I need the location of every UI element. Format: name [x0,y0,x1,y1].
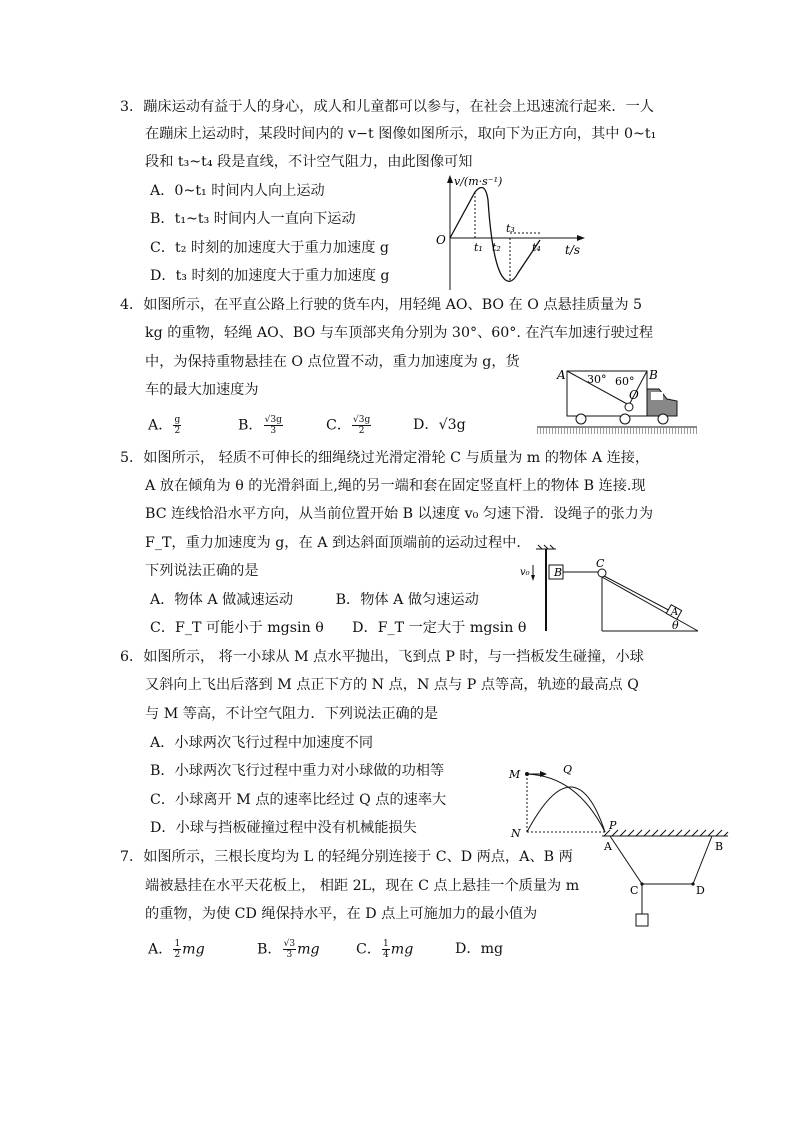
q3-t1: t₁ [474,241,483,254]
q3-t3: t₃ [506,222,515,235]
q5-options-ab: A．物体 A 做减速运动 B．物体 A 做匀速运动 [150,592,479,608]
q7-rope-figure [600,828,730,930]
q3-option-c: C．t₂ 时刻的加速度大于重力加速度 g [150,240,389,256]
q6-line-2: 又斜向上飞出后落到 M 点正下方的 N 点，N 点与 P 点等高，轨迹的最高点 Q [145,677,639,693]
q3-line-3: 段和 t₃~t₄ 段是直线，不计空气阻力，由此图像可知 [145,154,473,170]
q4-label-b: B [649,368,658,382]
q3-xlabel: t/s [565,243,581,257]
q4-option-d: D．√3g [413,417,466,433]
q6-option-c: C．小球离开 M 点的速率比经过 Q 点的速率大 [150,792,447,808]
q5-label-v0: v₀ [520,567,530,578]
q4-label-o: O [629,388,639,402]
q6-option-a: A．小球两次飞行过程中加速度不同 [150,735,374,751]
q7-option-b: B． $\frac{√3}{3}$ mg [257,939,320,960]
q3-ylabel: v/(m·s⁻¹) [454,175,503,188]
q3-origin: O [436,233,446,247]
q4-line-2: kg 的重物，轻绳 AO、BO 与车顶部夹角分别为 30°、60°. 在汽车加速行驶过程 [145,325,654,341]
q5-label-c: C [596,557,605,570]
q6-label-m: M [509,768,521,781]
q5-label-theta: θ [672,619,679,632]
q3-vt-graph [430,170,590,295]
q7-line-2: 端被悬挂在水平天花板上， 相距 2L，现在 C 点上悬挂一个质量为 m [145,878,580,894]
q4-line-3: 中，为保持重物悬挂在 O 点位置不动，重力加速度为 g，货 [145,354,520,370]
q7-option-a: A． $\frac{1}{2}$ mg [148,939,205,960]
q6-option-d: D．小球与挡板碰撞过程中没有机械能损失 [150,820,417,836]
q5-line-5: 下列说法正确的是 [145,563,259,579]
q6-label-p: P [609,819,617,832]
q5-pulley-figure [520,545,700,633]
q7-label-a: A [604,840,612,853]
q7-line-1: 7．如图所示，三根长度均为 L 的轻绳分别连接于 C、D 两点，A、B 两 [120,849,573,865]
q5-line-2: A 放在倾角为 θ 的光滑斜面上,绳的另一端和套在固定竖直杆上的物体 B 连接.现 [145,478,646,494]
q5-label-b: B [554,566,563,579]
q3-t2: t₂ [492,241,501,254]
q4-line-1: 4．如图所示，在平直公路上行驶的货车内，用轻绳 AO、BO 在 O 点悬挂质量为 5 [120,297,643,313]
q5-line-4: F_T，重力加速度为 g，在 A 到达斜面顶端前的运动过程中． [145,535,531,551]
q6-label-n: N [511,827,521,840]
q4-option-c: C． $\frac{√3g}{2}$ [326,415,371,436]
q5-line-3: BC 连线恰沿水平方向，从当前位置开始 B 以速度 v₀ 匀速下滑．设绳子的张力为 [145,506,654,522]
q3-option-d: D．t₃ 时刻的加速度大于重力加速度 g [150,268,390,284]
q3-line-2: 在蹦床上运动时，某段时间内的 v−t 图像如图所示，取向下为正方向，其中 0~t₁ [145,126,657,142]
q3-option-a: A．0~t₁ 时间内人向上运动 [150,183,325,199]
q5-line-1: 5．如图所示， 轻质不可伸长的细绳绕过光滑定滑轮 C 与质量为 m 的物体 A 连接， [120,450,650,466]
q7-label-d: D [696,884,705,897]
q3-option-b: B．t₁~t₃ 时间内人一直向下运动 [150,211,356,227]
q7-line-3: 的重物，为使 CD 绳保持水平，在 D 点上可施加力的最小值为 [145,906,538,922]
q3-t4: t₄ [532,241,541,254]
q7-option-d: D．mg [455,941,504,957]
q3-line-1: 3．蹦床运动有益于人的身心，成人和儿童都可以参与，在社会上迅速流行起来．一人 [120,99,654,115]
q5-options-cd: C．F_T 可能小于 mgsin θ D．F_T 一定大于 mgsin θ [150,620,527,636]
q7-option-c: C． $\frac{1}{4}$ mg [356,939,414,960]
q4-angle-60: 60° [615,375,635,388]
q7-label-b: B [715,840,724,853]
q7-label-c: C [630,884,639,897]
q6-line-1: 6．如图所示， 将一小球从 M 点水平抛出，飞到点 P 时，与一挡板发生碰撞，小球 [120,649,644,665]
q5-label-a: A [671,607,679,618]
q4-line-4: 车的最大加速度为 [145,382,259,398]
q4-truck-figure [537,365,697,443]
q4-option-a: A． $\frac{g}{2}$ [148,415,181,436]
q4-angle-30: 30° [587,373,607,386]
q6-option-b: B．小球两次飞行过程中重力对小球做的功相等 [150,763,445,779]
q4-option-b: B． $\frac{√3g}{3}$ [238,415,282,436]
q4-label-a: A [557,368,566,382]
q6-line-3: 与 M 等高，不计空气阻力．下列说法正确的是 [145,706,439,722]
q6-label-q: Q [563,763,573,776]
